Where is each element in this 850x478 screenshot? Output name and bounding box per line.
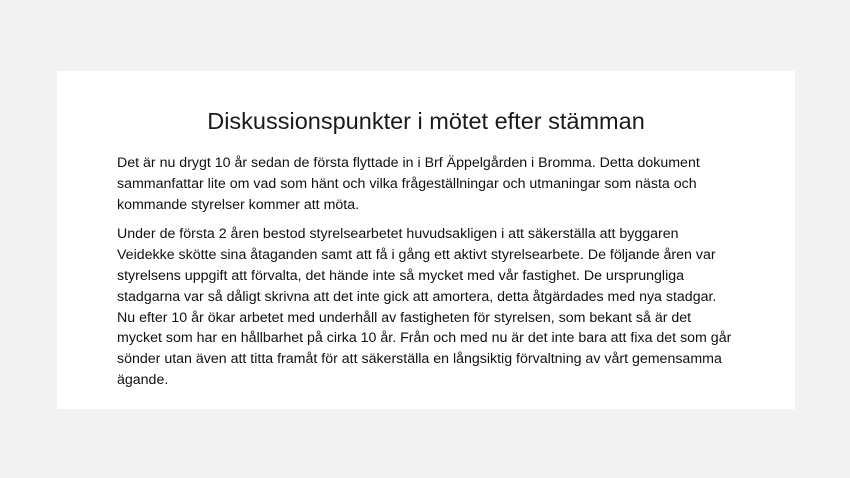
paragraph-intro: Det är nu drygt 10 år sedan de första flyttade in i Brf Äppelgården i Bromma. Detta dokument sammanfattar lite om vad som hänt och vilka frågeställningar och utmaningar som nästa och kommande styrelser kommer att möta. — [117, 155, 700, 213]
document-page — [57, 71, 795, 409]
paragraph-history: Under de första 2 åren bestod styrelsearbetet huvudsakligen i att säkerställa att byggaren Veidekke skötte sina åtaganden samt att få i gång ett aktivt styrelsearbete. De följande åren var styrelsens uppgift att förvalta, det hände inte så mycket med vår fastighet. De ursprungliga stadgarna var så dåligt skrivna att det inte gick att amortera, detta åtgärdades med nya stadgar. Nu efter 10 år ökar arbetet med underhåll av fastigheten för styrelsen, som bekant så är det mycket som har en hållbarhet på cirka 10 år. Från och med nu är det inte bara att fixa det som går sönder utan även att titta framåt för att säkerställa en långsiktig förvaltning av vårt gemensamma ägande. — [117, 226, 732, 388]
document-title: Diskussionspunkter i mötet efter stämman — [207, 108, 645, 134]
